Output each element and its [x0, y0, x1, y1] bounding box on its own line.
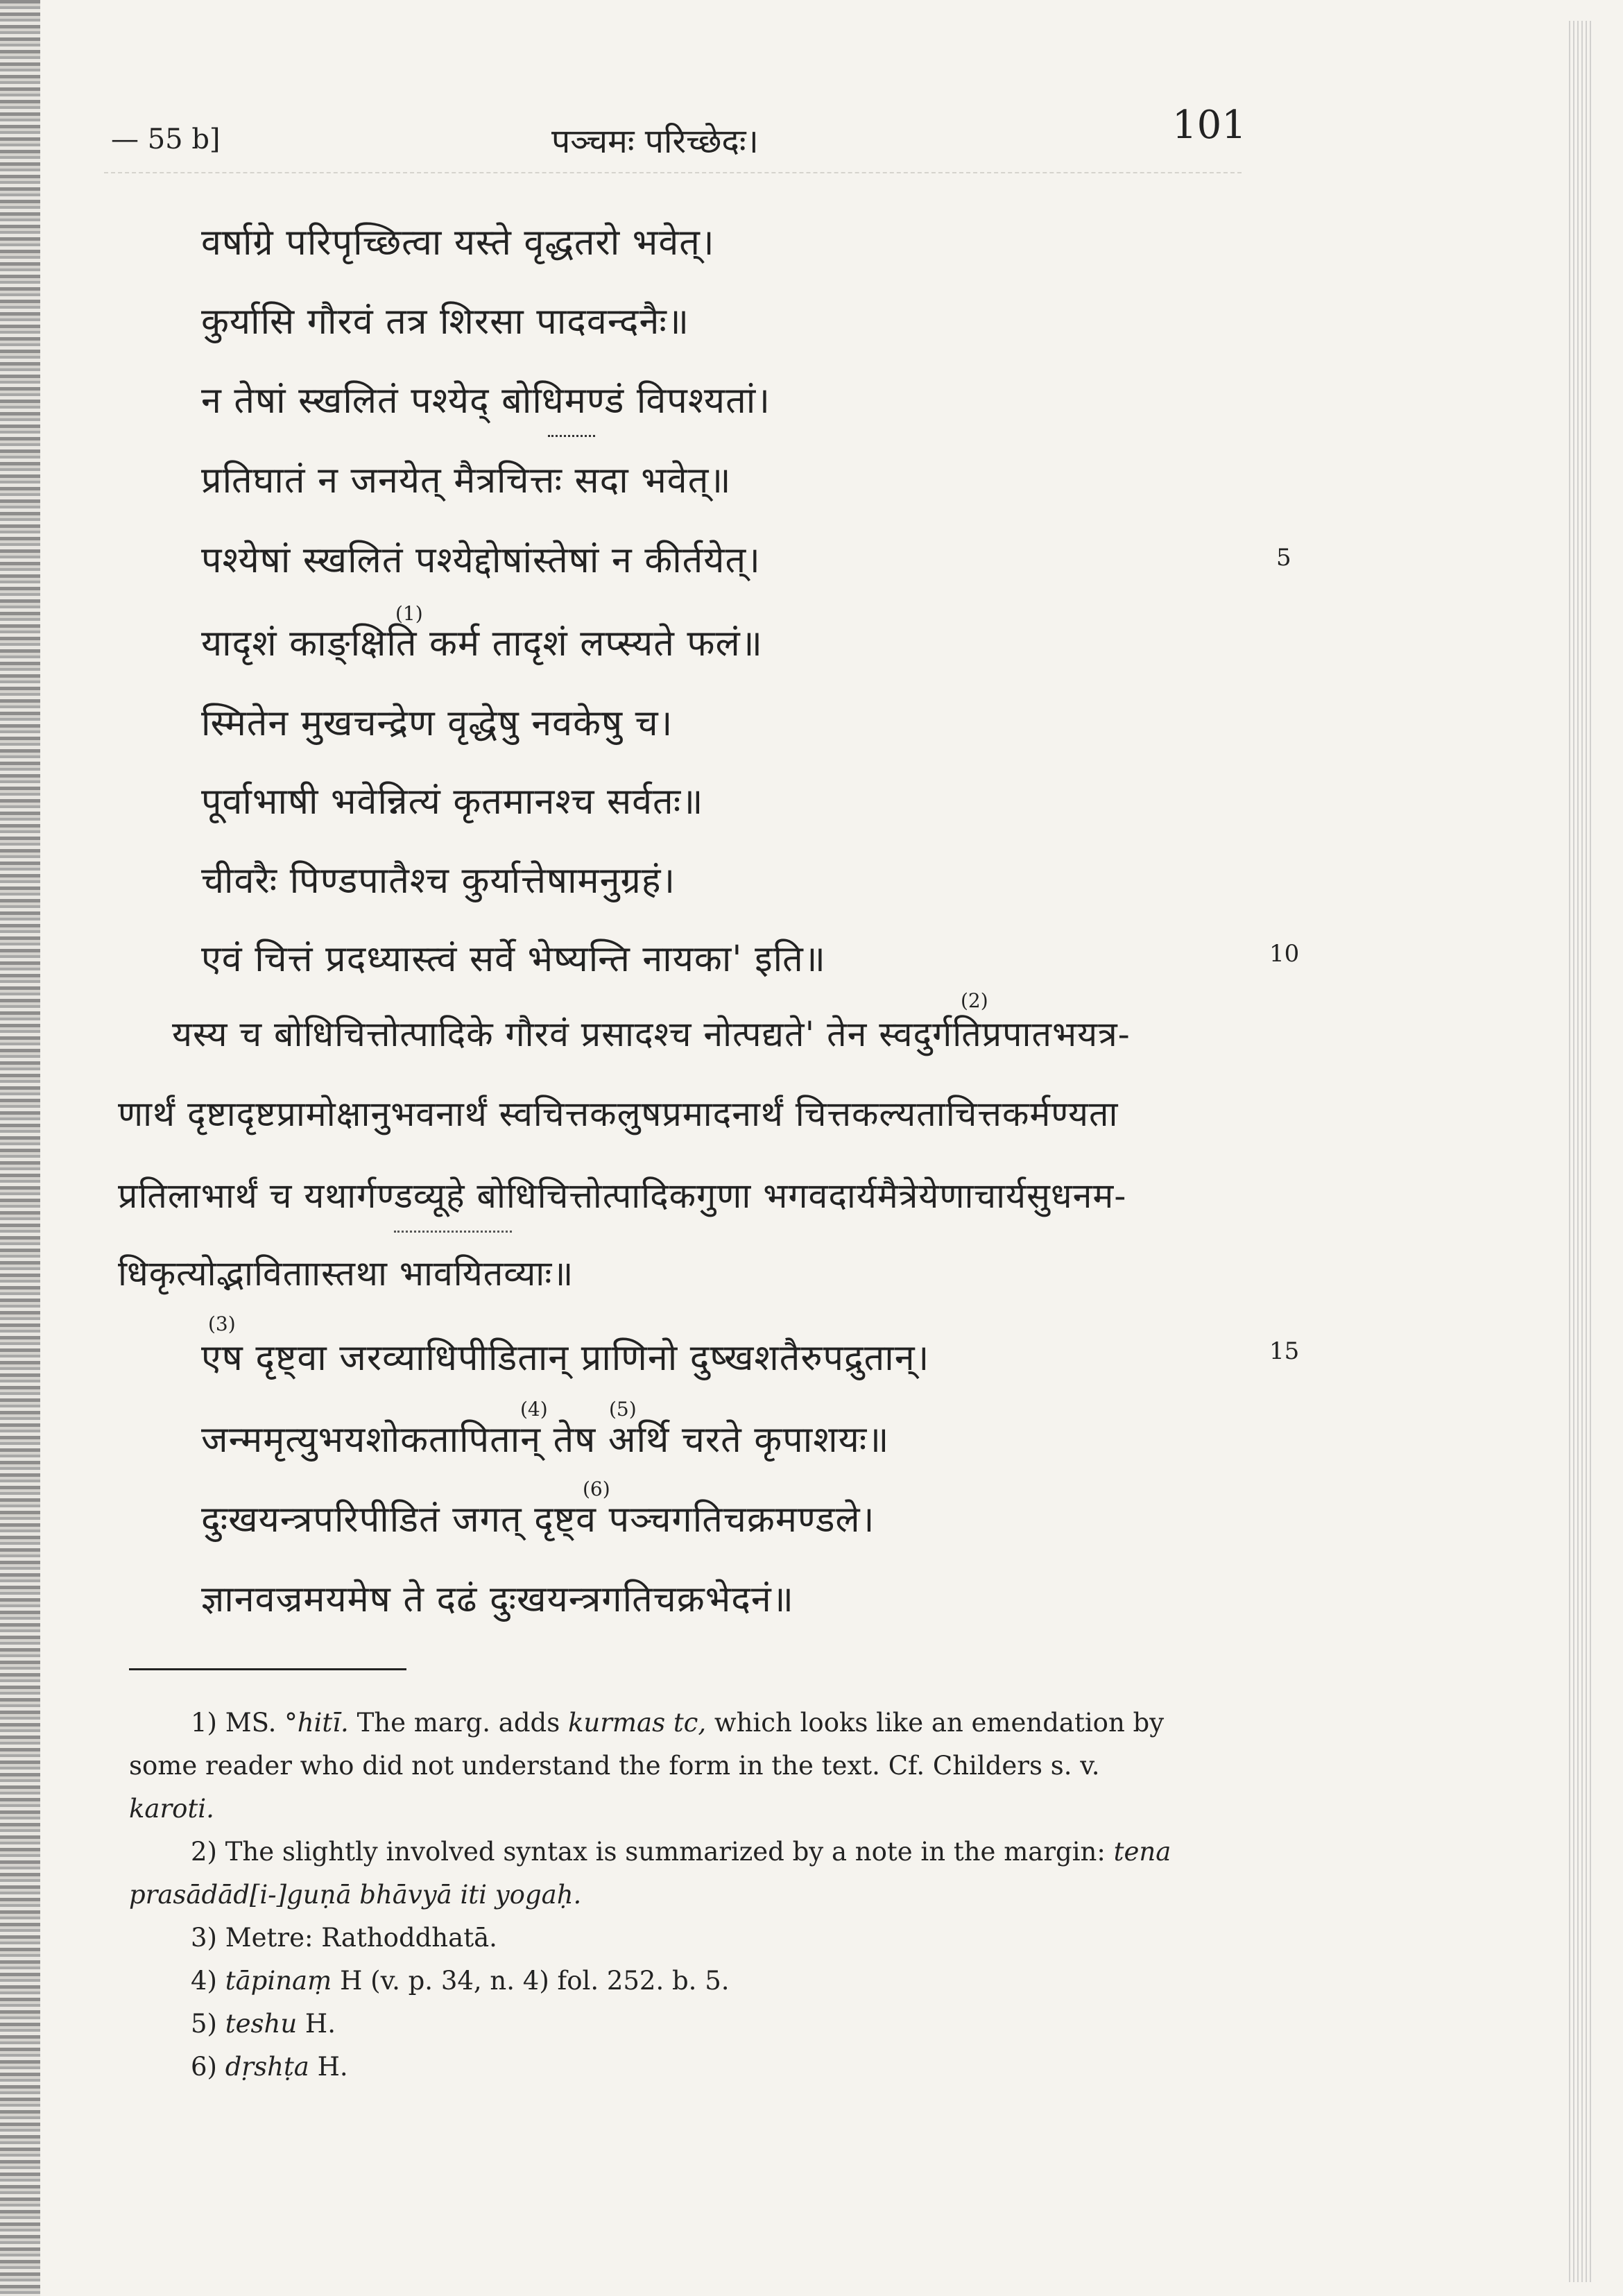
underline-wavy: [394, 1225, 512, 1233]
footnote-marker: (1): [395, 602, 423, 625]
footnote-2: 2) The slightly involved syntax is summarized by a note in the margin: tena: [191, 1837, 1171, 1867]
footnote-3: 3) Metre: Rathoddhatā.: [191, 1923, 497, 1953]
verse-line: एवं चित्तं प्रदध्यास्त्वं सर्वे भेष्यन्ति नायका' इति॥: [201, 939, 826, 980]
footnote-5: 5) teshu H.: [191, 2009, 336, 2039]
line-number: 5: [1276, 544, 1291, 572]
header-rule: [104, 172, 1242, 173]
footnote-1-line-3: karoti.: [129, 1794, 214, 1824]
footnote-marker: (6): [583, 1477, 610, 1500]
footnote-1-line-2: some reader who did not understand the form in the text. Cf. Childers s. v.: [129, 1751, 1100, 1781]
footnote-marker: (4): [520, 1398, 548, 1421]
verse-line: प्रतिघातं न जनयेत् मैत्रचित्तः सदा भवेत्॥: [201, 460, 732, 502]
running-head-left: — 55 b]: [111, 123, 221, 155]
verse-line: न तेषां स्खलितं पश्येद् बोधिमण्डं विपश्यतां।: [201, 380, 771, 422]
verse-line: ज्ञानवज्रमयमेष ते दढं दुःखयन्त्रगतिचक्रभेदनं॥: [201, 1579, 794, 1620]
footnote-2-line-2: prasādād[i-]guṇā bhāvyā iti yogaḥ.: [129, 1880, 582, 1910]
page-number: 101: [1172, 103, 1246, 148]
running-head-title: पञ्चमः परिच्छेदः।: [551, 122, 759, 161]
verse-line: चीवरैः पिण्डपातैश्च कुर्यात्तेषामनुग्रहं।: [201, 860, 676, 902]
verse-line: पश्येषां स्खलितं पश्येद्दोषांस्तेषां न कीर्तयेत्।: [201, 540, 761, 581]
underline-dots: [548, 435, 595, 437]
verse-line: पूर्वाभाषी भवेन्नित्यं कृतमानश्च सर्वतः॥: [201, 781, 704, 823]
footnote-rule: [129, 1668, 406, 1670]
footnote-marker: (3): [208, 1312, 236, 1335]
prose-line: णार्थं दृष्टादृष्टप्रामोक्षानुभवनार्थं स्वचित्तकलुषप्रमादनार्थं चित्तकल्यताचित्तकर्मण्यता: [118, 1094, 1119, 1134]
footnote-1: 1) MS. °hitī. The marg. adds kurmas tc, which looks like an emendation by: [191, 1708, 1165, 1738]
footnote-6: 6) dṛshṭa H.: [191, 2052, 348, 2082]
footnote-marker: (2): [961, 989, 988, 1012]
verse-line: वर्षाग्रे परिपृच्छित्वा यस्ते वृद्धतरो भवेत्।: [201, 222, 715, 264]
verse-line: स्मितेन मुखचन्द्रेण वृद्धेषु नवकेषु च।: [201, 703, 673, 744]
line-number: 15: [1269, 1337, 1300, 1365]
verse-line: एष दृष्ट्वा जरव्याधिपीडितान् प्राणिनो दुष्खशतैरुपद्रुतान्।: [201, 1337, 930, 1379]
footnote-4: 4) tāpinaṃ H (v. p. 34, n. 4) fol. 252. b. 5.: [191, 1966, 730, 1996]
verse-line: कुर्यासि गौरवं तत्र शिरसा पादवन्दनैः॥: [201, 301, 690, 343]
verse-line: यादृशं काङ्क्षिति कर्म तादृशं लप्स्यते फलं॥: [201, 623, 763, 665]
prose-line: प्रतिलाभार्थं च यथार्गण्डव्यूहे बोधिचित्तोत्पादिकगुणा भगवदार्यमैत्रेयेणाचार्यसुधनम-: [118, 1176, 1127, 1216]
prose-line: यस्य च बोधिचित्तोत्पादिके गौरवं प्रसादश्च नोत्पद्यते' तेन स्वदुर्गतिप्रपातभयत्र-: [172, 1014, 1131, 1054]
line-number: 10: [1269, 940, 1300, 968]
prose-line: धिकृत्योद्भाविताास्तथा भावयितव्याः॥: [118, 1253, 574, 1294]
footnote-marker: (5): [609, 1398, 637, 1421]
verse-line: जन्ममृत्युभयशोकतापितान् तेष अर्थि चरते कृपाशयः॥: [201, 1419, 890, 1461]
verse-line: दुःखयन्त्रपरिपीडितं जगत् दृष्ट्व पञ्चगतिचक्रमण्डले।: [201, 1499, 875, 1541]
